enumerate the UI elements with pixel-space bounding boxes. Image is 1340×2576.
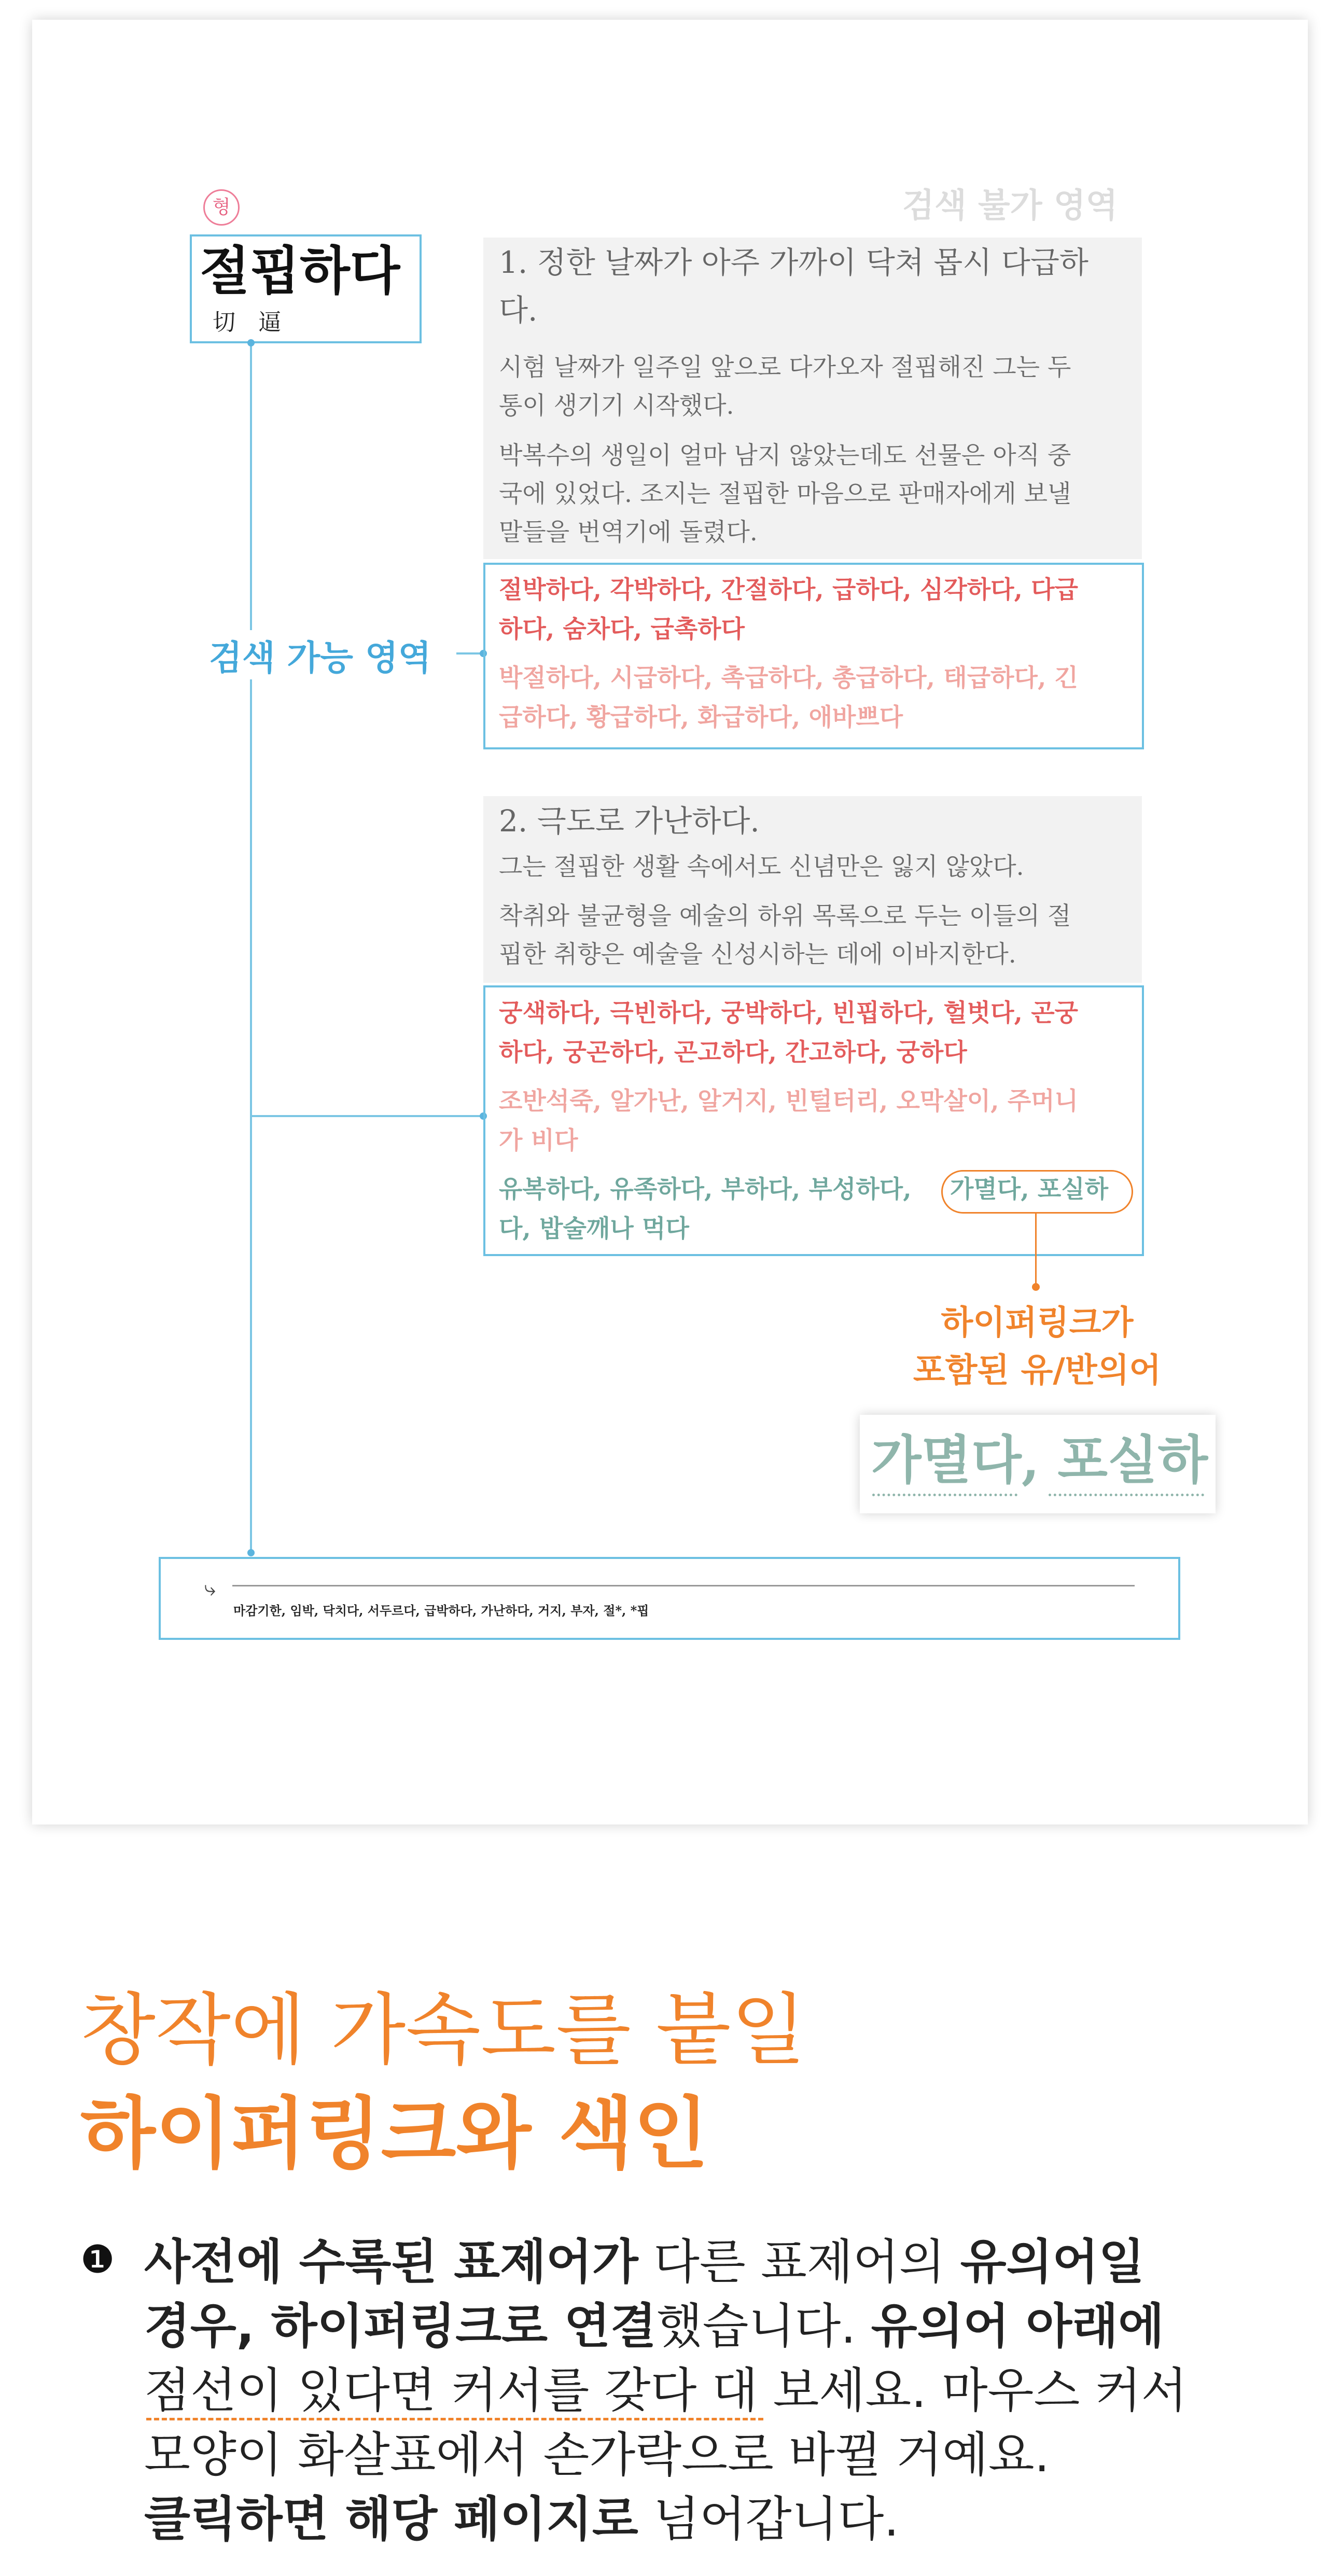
searchable-label: 검색 가능 영역 bbox=[204, 630, 437, 679]
zoom-dotted-underline-2 bbox=[1049, 1494, 1204, 1496]
related-words-box bbox=[159, 1557, 1180, 1640]
badge-text: 형 bbox=[212, 197, 231, 218]
hyperlink-label-line2: 포함된 유/반의어 bbox=[913, 1352, 1162, 1390]
bullet-line3: 점선이 있다면 커서를 갖다 대 보세요. 마우스 커서 bbox=[144, 2363, 1188, 2418]
sense1-synonym-line[interactable]: 하다, 숨차다, 급촉하다 bbox=[499, 615, 745, 644]
bullet-bold: 사전에 수록된 표제어가 bbox=[144, 2234, 638, 2290]
callout-dot bbox=[1032, 1283, 1040, 1291]
bullet-text bbox=[144, 2230, 1285, 2552]
headword-hanja: 切 逼 bbox=[213, 309, 281, 336]
bullet-normal: 했습니다. bbox=[656, 2299, 871, 2354]
non-searchable-label: 검색 불가 영역 bbox=[902, 187, 1118, 225]
bullet-line1 bbox=[144, 2230, 1285, 2294]
bullet-normal: 다른 표제어의 bbox=[638, 2234, 960, 2290]
sense2-antonym-line[interactable]: 다, 밥술깨나 먹다 bbox=[499, 1215, 689, 1243]
sense2-example-line: 핍한 취향은 예술을 신성시하는 데에 이바지한다. bbox=[499, 940, 1016, 969]
sense2-antonym-line[interactable]: 유복하다, 유족하다, 부하다, 부성하다, bbox=[499, 1175, 912, 1204]
bullet-bold: 경우, 하이퍼링크로 연결 bbox=[144, 2299, 657, 2354]
sense2-synonym-line[interactable]: 가 비다 bbox=[499, 1126, 578, 1155]
connector-dot-top bbox=[247, 339, 255, 346]
connector-vertical bbox=[250, 342, 252, 1553]
heading-line1: 창작에 가속도를 붙일 bbox=[80, 1985, 806, 2076]
bullet-bold: 클릭하면 해당 페이지로 bbox=[144, 2491, 638, 2547]
sense1-synonym-line[interactable]: 급하다, 황급하다, 화급하다, 애바쁘다 bbox=[499, 703, 903, 732]
dotted-underline-example bbox=[146, 2418, 763, 2420]
sense2-definition: 2. 극도로 가난하다. bbox=[499, 803, 760, 839]
hyperlink-label-line1: 하이퍼링크가 bbox=[941, 1304, 1134, 1342]
connector-sense2 bbox=[250, 1115, 483, 1117]
heading-line2: 하이퍼링크와 색인 bbox=[80, 2089, 709, 2179]
sense1-example-line: 국에 있었다. 조지는 절핍한 마음으로 판매자에게 보낼 bbox=[499, 480, 1071, 508]
bullet-normal: 넘어갑니다. bbox=[638, 2491, 899, 2547]
bullet-line4: 모양이 화살표에서 손가락으로 바뀔 거예요. bbox=[144, 2427, 1050, 2483]
sense2-example-line: 착취와 불균형을 예술의 하위 목록으로 두는 이들의 절 bbox=[499, 902, 1071, 930]
bullet-bold: 유의어일 bbox=[960, 2234, 1145, 2290]
sense2-synonym-line[interactable]: 조반석죽, 알가난, 알거지, 빈털터리, 오막살이, 주머니 bbox=[499, 1087, 1079, 1116]
bullet-line2 bbox=[144, 2294, 1285, 2359]
sense1-synonym-line[interactable]: 절박하다, 각박하다, 간절하다, 급하다, 심각하다, 다급 bbox=[499, 576, 1079, 604]
index-icon: ⤷ bbox=[204, 1577, 216, 1600]
connector-dot-bottom bbox=[247, 1549, 255, 1556]
sense2-synonym-line[interactable]: 하다, 궁곤하다, 곤고하다, 간고하다, 궁하다 bbox=[499, 1038, 967, 1067]
bullet-number: ❶ bbox=[80, 2237, 115, 2282]
sense1-definition-line2: 다. bbox=[499, 293, 538, 328]
zoom-preview-text: 가멸다, 포실하 bbox=[871, 1429, 1208, 1491]
sense1-synonym-line[interactable]: 박절하다, 시급하다, 촉급하다, 총급하다, 태급하다, 긴 bbox=[499, 664, 1079, 692]
sense1-definition-line1: 1. 정한 날짜가 아주 가까이 닥쳐 몹시 다급하 bbox=[499, 245, 1088, 280]
part-of-speech-badge bbox=[203, 189, 240, 226]
antonym-hyperlink[interactable]: 가멸다, 포실하 bbox=[950, 1175, 1109, 1204]
headword: 절핍하다 bbox=[200, 240, 400, 301]
bullet-line5 bbox=[144, 2487, 1285, 2552]
bullet-bold: 유의어 아래에 bbox=[871, 2299, 1164, 2354]
sense2-synonym-line[interactable]: 궁색하다, 극빈하다, 궁박하다, 빈핍하다, 헐벗다, 곤궁 bbox=[499, 999, 1079, 1027]
zoom-dotted-underline-1 bbox=[872, 1494, 1017, 1496]
sense1-example-line: 시험 날짜가 일주일 앞으로 다가오자 절핍해진 그는 두 bbox=[499, 353, 1071, 382]
sense2-example-line: 그는 절핍한 생활 속에서도 신념만은 잃지 않았다. bbox=[499, 853, 1024, 881]
sense1-example-line: 통이 생기기 시작했다. bbox=[499, 392, 734, 420]
sense1-example-line: 말들을 번역기에 돌렸다. bbox=[499, 518, 758, 547]
callout-line bbox=[1035, 1214, 1037, 1286]
related-words: 마감기한, 임박, 닥치다, 서두르다, 급박하다, 가난하다, 거지, 부자, 절*, *핍 bbox=[233, 1603, 649, 1618]
footer-divider bbox=[232, 1585, 1135, 1586]
sense1-example-line: 박복수의 생일이 얼마 남지 않았는데도 선물은 아직 중 bbox=[499, 441, 1071, 470]
hyperlink-label bbox=[850, 1299, 1224, 1395]
